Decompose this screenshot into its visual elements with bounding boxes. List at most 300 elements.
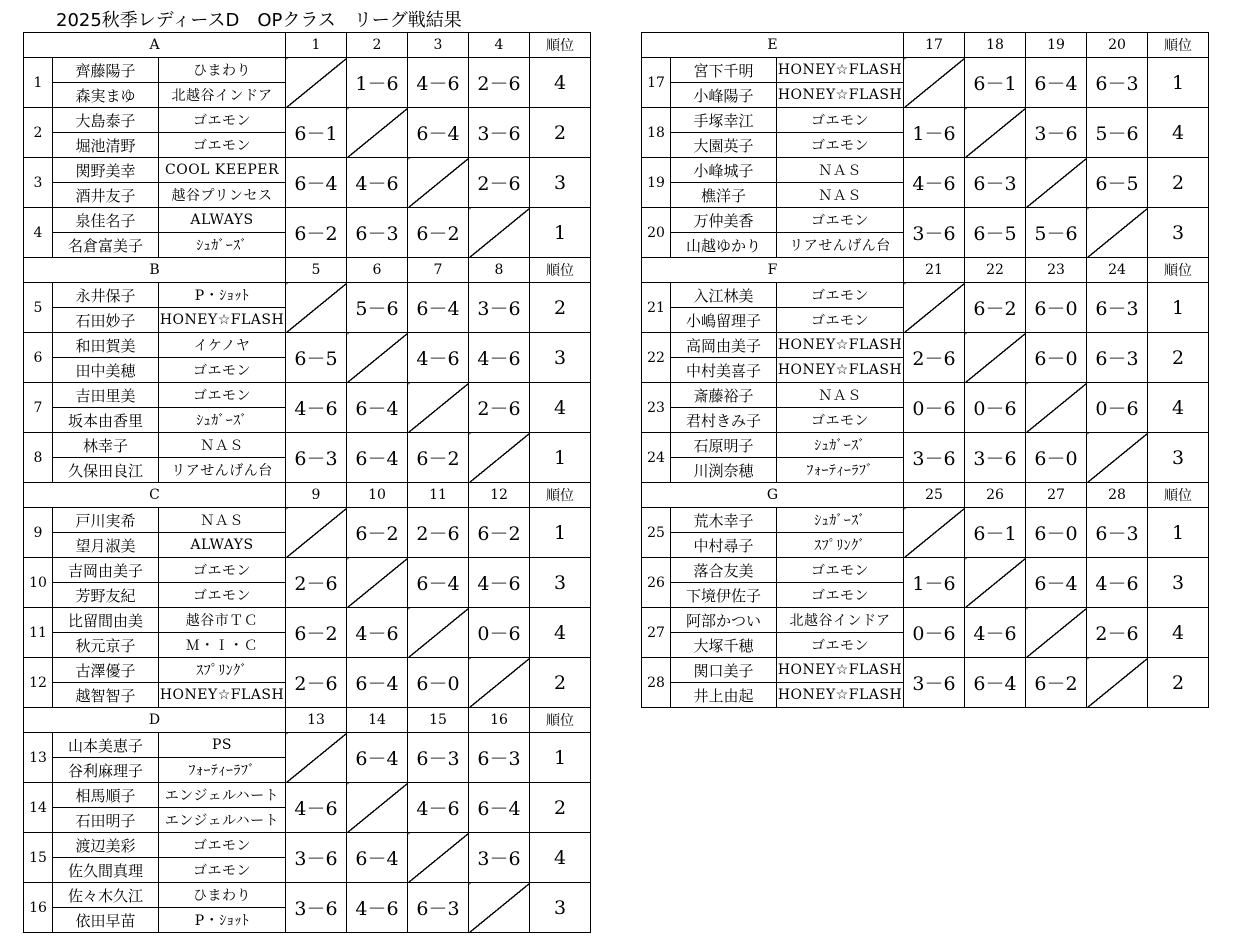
diagonal-cell [1026, 158, 1087, 208]
rank-value: 4 [1148, 383, 1209, 433]
diagonal-cell [408, 158, 469, 208]
match-score: 6－4 [347, 733, 408, 783]
club-name: ゴエモン [159, 583, 286, 608]
diagonal-cell [286, 283, 347, 333]
rank-header: 順位 [1148, 258, 1209, 283]
player-name: 君村きみ子 [671, 408, 777, 433]
club-name: ｼｭｶﾞｰｽﾞ [777, 508, 904, 533]
match-score: 6－4 [1026, 58, 1087, 108]
match-score: 6－0 [1026, 333, 1087, 383]
team-number: 7 [24, 383, 53, 433]
match-score: 6－2 [965, 283, 1026, 333]
player-name: 吉田里美 [53, 383, 159, 408]
league-table [641, 32, 1209, 708]
group-header-row [24, 258, 591, 283]
team-number: 21 [642, 283, 671, 333]
opponent-number-header: 14 [347, 708, 408, 733]
player-name: 戸川実希 [53, 508, 159, 533]
team-number: 3 [24, 158, 53, 208]
team-number: 15 [24, 833, 53, 883]
player-name: 斎藤裕子 [671, 383, 777, 408]
opponent-number-header: 3 [408, 33, 469, 58]
team-row [24, 658, 591, 683]
match-score: 3－6 [904, 208, 965, 258]
page-title: 2025秋季レディースD OPクラス リーグ戦結果 [56, 10, 462, 31]
player-name: 佐々木久江 [53, 883, 159, 908]
player-name: 名倉富美子 [53, 233, 159, 258]
player-name: 芳野友紀 [53, 583, 159, 608]
club-name: HONEY☆FLASH [777, 358, 904, 383]
club-name: P・ｼｮｯﾄ [159, 283, 286, 308]
match-score: 6－0 [408, 658, 469, 708]
diagonal-cell [1026, 608, 1087, 658]
club-name: ｽﾌﾟﾘﾝｸﾞ [777, 533, 904, 558]
match-score: 6－4 [347, 833, 408, 883]
club-name: ゴエモン [777, 283, 904, 308]
team-number: 5 [24, 283, 53, 333]
team-number: 14 [24, 783, 53, 833]
player-name: 永井保子 [53, 283, 159, 308]
match-score: 6－3 [347, 208, 408, 258]
match-score: 6－0 [1026, 283, 1087, 333]
match-score: 1－6 [904, 108, 965, 158]
match-score: 6－4 [347, 433, 408, 483]
club-name: HONEY☆FLASH [777, 683, 904, 708]
player-name: 渡辺美彩 [53, 833, 159, 858]
team-row [24, 108, 591, 133]
player-name: 関野美幸 [53, 158, 159, 183]
club-name: ゴエモン [777, 308, 904, 333]
diagonal-cell [1026, 383, 1087, 433]
club-name: PS [159, 733, 286, 758]
team-number: 11 [24, 608, 53, 658]
match-score: 4－6 [965, 608, 1026, 658]
match-score: 2－6 [1087, 608, 1148, 658]
diagonal-cell [286, 733, 347, 783]
match-score: 2－6 [469, 58, 530, 108]
diagonal-cell [469, 208, 530, 258]
team-row [24, 333, 591, 358]
match-score: 6－3 [965, 158, 1026, 208]
diagonal-cell [408, 383, 469, 433]
match-score: 4－6 [286, 783, 347, 833]
team-row [24, 783, 591, 808]
opponent-number-header: 26 [965, 483, 1026, 508]
match-score: 3－6 [469, 283, 530, 333]
diagonal-cell [965, 108, 1026, 158]
player-name: 落合友美 [671, 558, 777, 583]
rank-value: 2 [530, 108, 591, 158]
club-name: HONEY☆FLASH [777, 333, 904, 358]
rank-value: 3 [530, 558, 591, 608]
club-name: ＮＡＳ [777, 183, 904, 208]
match-score: 6－2 [469, 508, 530, 558]
player-name: 関口美子 [671, 658, 777, 683]
club-name: ゴエモン [159, 858, 286, 883]
match-score: 6－3 [408, 883, 469, 933]
player-name: 谷利麻理子 [53, 758, 159, 783]
match-score: 6－3 [286, 433, 347, 483]
rank-header: 順位 [1148, 33, 1209, 58]
player-name: 下境伊佐子 [671, 583, 777, 608]
club-name: HONEY☆FLASH [159, 683, 286, 708]
player-name: 齊藤陽子 [53, 58, 159, 83]
group-name: E [642, 33, 904, 58]
match-score: 5－6 [1026, 208, 1087, 258]
group-header-row [642, 258, 1209, 283]
rank-value: 4 [530, 608, 591, 658]
player-name: 高岡由美子 [671, 333, 777, 358]
player-name: 林幸子 [53, 433, 159, 458]
match-score: 4－6 [408, 783, 469, 833]
team-row [24, 58, 591, 83]
opponent-number-header: 16 [469, 708, 530, 733]
team-number: 24 [642, 433, 671, 483]
opponent-number-header: 12 [469, 483, 530, 508]
player-name: 小峰城子 [671, 158, 777, 183]
player-name: 佐久間真理 [53, 858, 159, 883]
club-name: HONEY☆FLASH [777, 658, 904, 683]
player-name: 山越ゆかり [671, 233, 777, 258]
club-name: ゴエモン [777, 133, 904, 158]
club-name: ゴエモン [159, 833, 286, 858]
team-number: 4 [24, 208, 53, 258]
opponent-number-header: 22 [965, 258, 1026, 283]
team-number: 1 [24, 58, 53, 108]
team-row [642, 58, 1209, 83]
diagonal-cell [904, 58, 965, 108]
group-name: F [642, 258, 904, 283]
club-name: リアせんげん台 [777, 233, 904, 258]
club-name: HONEY☆FLASH [159, 308, 286, 333]
match-score: 2－6 [469, 158, 530, 208]
player-name: 中村尋子 [671, 533, 777, 558]
match-score: 4－6 [408, 333, 469, 383]
match-score: 4－6 [469, 558, 530, 608]
diagonal-cell [469, 883, 530, 933]
club-name: イケノヤ [159, 333, 286, 358]
rank-value: 3 [530, 333, 591, 383]
opponent-number-header: 2 [347, 33, 408, 58]
match-score: 2－6 [904, 333, 965, 383]
match-score: 6－2 [1026, 658, 1087, 708]
club-name: ゴエモン [159, 358, 286, 383]
match-score: 6－3 [1087, 333, 1148, 383]
player-name: 万仲美香 [671, 208, 777, 233]
player-name: 大島泰子 [53, 108, 159, 133]
player-name: 石田明子 [53, 808, 159, 833]
team-number: 16 [24, 883, 53, 933]
player-name: 樵洋子 [671, 183, 777, 208]
club-name: ｼｭｶﾞｰｽﾞ [777, 433, 904, 458]
diagonal-cell [965, 333, 1026, 383]
player-name: 依田早苗 [53, 908, 159, 933]
diagonal-cell [1087, 433, 1148, 483]
club-name: ゴエモン [159, 383, 286, 408]
match-score: 2－6 [286, 558, 347, 608]
club-name: ひまわり [159, 883, 286, 908]
diagonal-cell [965, 558, 1026, 608]
rank-value: 2 [530, 783, 591, 833]
match-score: 6－3 [1087, 58, 1148, 108]
match-score: 6－4 [347, 383, 408, 433]
rank-value: 3 [530, 158, 591, 208]
diagonal-cell [347, 108, 408, 158]
player-name: 和田賀美 [53, 333, 159, 358]
rank-value: 2 [1148, 158, 1209, 208]
match-score: 4－6 [347, 608, 408, 658]
match-score: 4－6 [1087, 558, 1148, 608]
club-name: ﾌｫｰﾃｨｰﾗﾌﾞ [777, 458, 904, 483]
opponent-number-header: 25 [904, 483, 965, 508]
team-number: 23 [642, 383, 671, 433]
group-name: D [24, 708, 286, 733]
team-row [642, 383, 1209, 408]
opponent-number-header: 9 [286, 483, 347, 508]
team-row [24, 508, 591, 533]
club-name: エンジェルハート [159, 783, 286, 808]
club-name: 北越谷インドア [159, 83, 286, 108]
club-name: ゴエモン [777, 583, 904, 608]
team-number: 12 [24, 658, 53, 708]
rank-value: 3 [1148, 558, 1209, 608]
player-name: 井上由起 [671, 683, 777, 708]
group-header-row [24, 708, 591, 733]
club-name: ﾌｫｰﾃｨｰﾗﾌﾞ [159, 758, 286, 783]
match-score: 5－6 [1087, 108, 1148, 158]
rank-value: 4 [530, 833, 591, 883]
club-name: HONEY☆FLASH [777, 83, 904, 108]
diagonal-cell [347, 333, 408, 383]
match-score: 6－1 [965, 58, 1026, 108]
player-name: 中村美喜子 [671, 358, 777, 383]
team-row [642, 108, 1209, 133]
player-name: 酒井友子 [53, 183, 159, 208]
team-number: 13 [24, 733, 53, 783]
player-name: 阿部かつい [671, 608, 777, 633]
club-name: ｼｭｶﾞｰｽﾞ [159, 233, 286, 258]
player-name: 比留間由美 [53, 608, 159, 633]
diagonal-cell [408, 833, 469, 883]
club-name: P・ｼｮｯﾄ [159, 908, 286, 933]
diagonal-cell [469, 433, 530, 483]
team-row [24, 833, 591, 858]
team-row [24, 433, 591, 458]
match-score: 3－6 [469, 833, 530, 883]
diagonal-cell [469, 658, 530, 708]
player-name: 小峰陽子 [671, 83, 777, 108]
match-score: 6－1 [965, 508, 1026, 558]
club-name: Ｍ・Ｉ・Ｃ [159, 633, 286, 658]
match-score: 2－6 [408, 508, 469, 558]
opponent-number-header: 10 [347, 483, 408, 508]
match-score: 6－4 [965, 658, 1026, 708]
team-row [24, 383, 591, 408]
left-league-column [23, 32, 591, 933]
match-score: 0－6 [904, 608, 965, 658]
club-name: COOL KEEPER [159, 158, 286, 183]
opponent-number-header: 5 [286, 258, 347, 283]
match-score: 3－6 [469, 108, 530, 158]
player-name: 山本美恵子 [53, 733, 159, 758]
diagonal-cell [904, 283, 965, 333]
group-name: C [24, 483, 286, 508]
club-name: 越谷プリンセス [159, 183, 286, 208]
diagonal-cell [904, 508, 965, 558]
club-name: ＮＡＳ [777, 158, 904, 183]
player-name: 久保田良江 [53, 458, 159, 483]
opponent-number-header: 19 [1026, 33, 1087, 58]
rank-value: 3 [1148, 208, 1209, 258]
match-score: 4－6 [347, 158, 408, 208]
club-name: リアせんげん台 [159, 458, 286, 483]
opponent-number-header: 17 [904, 33, 965, 58]
diagonal-cell [1087, 208, 1148, 258]
match-score: 4－6 [904, 158, 965, 208]
match-score: 3－6 [904, 433, 965, 483]
match-score: 3－6 [965, 433, 1026, 483]
club-name: ゴエモン [777, 108, 904, 133]
match-score: 5－6 [347, 283, 408, 333]
group-name: B [24, 258, 286, 283]
match-score: 6－2 [286, 208, 347, 258]
rank-value: 1 [1148, 283, 1209, 333]
opponent-number-header: 1 [286, 33, 347, 58]
team-row [642, 608, 1209, 633]
opponent-number-header: 23 [1026, 258, 1087, 283]
rank-value: 4 [1148, 608, 1209, 658]
player-name: 秋元京子 [53, 633, 159, 658]
opponent-number-header: 28 [1087, 483, 1148, 508]
team-number: 28 [642, 658, 671, 708]
rank-value: 4 [530, 58, 591, 108]
club-name: ALWAYS [159, 208, 286, 233]
match-score: 6－3 [1087, 283, 1148, 333]
team-number: 2 [24, 108, 53, 158]
team-row [642, 158, 1209, 183]
team-number: 8 [24, 433, 53, 483]
club-name: ゴエモン [159, 108, 286, 133]
team-row [642, 558, 1209, 583]
team-row [24, 283, 591, 308]
match-score: 6－2 [286, 608, 347, 658]
match-score: 6－4 [469, 783, 530, 833]
player-name: 川渕奈穂 [671, 458, 777, 483]
team-number: 25 [642, 508, 671, 558]
rank-header: 順位 [530, 483, 591, 508]
club-name: ゴエモン [159, 558, 286, 583]
rank-value: 3 [530, 883, 591, 933]
rank-header: 順位 [530, 708, 591, 733]
club-name: ゴエモン [777, 633, 904, 658]
match-score: 6－1 [286, 108, 347, 158]
club-name: ゴエモン [159, 133, 286, 158]
player-name: 堀池清野 [53, 133, 159, 158]
team-row [642, 433, 1209, 458]
match-score: 4－6 [347, 883, 408, 933]
match-score: 1－6 [904, 558, 965, 608]
player-name: 大塚千穂 [671, 633, 777, 658]
player-name: 坂本由香里 [53, 408, 159, 433]
group-name: G [642, 483, 904, 508]
match-score: 3－6 [904, 658, 965, 708]
match-score: 6－0 [1026, 508, 1087, 558]
team-row [24, 208, 591, 233]
group-header-row [24, 33, 591, 58]
opponent-number-header: 18 [965, 33, 1026, 58]
club-name: ゴエモン [777, 408, 904, 433]
rank-value: 1 [530, 508, 591, 558]
team-number: 20 [642, 208, 671, 258]
player-name: 望月淑美 [53, 533, 159, 558]
match-score: 6－4 [408, 108, 469, 158]
match-score: 6－3 [469, 733, 530, 783]
diagonal-cell [1087, 658, 1148, 708]
match-score: 0－6 [904, 383, 965, 433]
opponent-number-header: 24 [1087, 258, 1148, 283]
opponent-number-header: 20 [1087, 33, 1148, 58]
team-row [24, 158, 591, 183]
player-name: 森実まゆ [53, 83, 159, 108]
club-name: 越谷市ＴＣ [159, 608, 286, 633]
team-row [24, 608, 591, 633]
group-name: A [24, 33, 286, 58]
player-name: 吉岡由美子 [53, 558, 159, 583]
opponent-number-header: 21 [904, 258, 965, 283]
player-name: 越智智子 [53, 683, 159, 708]
match-score: 4－6 [469, 333, 530, 383]
match-score: 6－2 [347, 508, 408, 558]
match-score: 6－2 [408, 433, 469, 483]
rank-value: 3 [1148, 433, 1209, 483]
team-row [24, 733, 591, 758]
diagonal-cell [408, 608, 469, 658]
club-name: ＮＡＳ [159, 508, 286, 533]
match-score: 2－6 [286, 658, 347, 708]
opponent-number-header: 15 [408, 708, 469, 733]
player-name: 入江林美 [671, 283, 777, 308]
group-header-row [642, 483, 1209, 508]
club-name: ひまわり [159, 58, 286, 83]
match-score: 6－5 [286, 333, 347, 383]
match-score: 6－2 [408, 208, 469, 258]
match-score: 4－6 [408, 58, 469, 108]
right-league-column [641, 32, 1209, 708]
match-score: 0－6 [965, 383, 1026, 433]
match-score: 0－6 [1087, 383, 1148, 433]
opponent-number-header: 11 [408, 483, 469, 508]
match-score: 6－3 [1087, 508, 1148, 558]
team-number: 27 [642, 608, 671, 658]
club-name: 北越谷インドア [777, 608, 904, 633]
club-name: HONEY☆FLASH [777, 58, 904, 83]
team-row [642, 208, 1209, 233]
player-name: 泉佳名子 [53, 208, 159, 233]
match-score: 6－4 [408, 558, 469, 608]
club-name: エンジェルハート [159, 808, 286, 833]
match-score: 1－6 [347, 58, 408, 108]
match-score: 6－4 [1026, 558, 1087, 608]
group-header-row [642, 33, 1209, 58]
match-score: 0－6 [469, 608, 530, 658]
match-score: 3－6 [1026, 108, 1087, 158]
player-name: 宮下千明 [671, 58, 777, 83]
match-score: 3－6 [286, 833, 347, 883]
group-header-row [24, 483, 591, 508]
team-number: 9 [24, 508, 53, 558]
match-score: 2－6 [469, 383, 530, 433]
match-score: 6－0 [1026, 433, 1087, 483]
